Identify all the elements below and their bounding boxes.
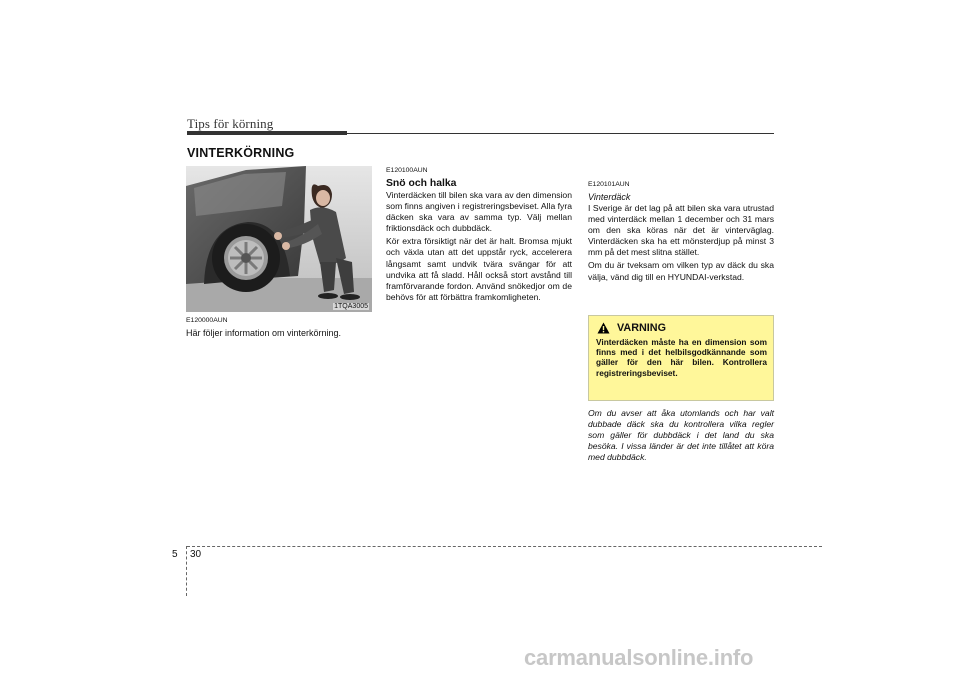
warning-header — [596, 322, 767, 334]
warning-text: Vinterdäcken måste ha en dimension som finns med i det helbilsgodkännande som gäller för den här bilen. Kontrollera registreringsbeviset. — [596, 337, 767, 378]
column-3 — [588, 180, 774, 285]
figure-code: 1TQA3005 — [334, 303, 368, 310]
section-code: E120101AUN — [588, 181, 630, 188]
abroad-note — [588, 408, 774, 466]
section-code: E120000AUN — [186, 317, 228, 324]
section-title: VINTERKÖRNING — [187, 146, 295, 160]
paragraph: Vinterdäcken till bilen ska vara av den dimension som finns angiven i registreringsbeviset. Alla fyra däcken ska vara av samma typ. Välj mellan friktionsdäck och dubbdäck. — [386, 189, 572, 233]
paragraph: I Sverige är det lag på att bilen ska vara utrustad med vinterdäck mellan 1 december och 31 mars om den ska köras när det är vinterväglag. Vinterdäcken ska ha ett mönsterdjup på minst 3 mm på det mest slitna stället. — [588, 202, 774, 257]
warning-box — [588, 315, 774, 401]
paragraph: Om du avser att åka utomlands och har valt dubbade däck ska du kontrollera vilka regler som gäller för dubbdäck i det land du ska besöka. I vissa länder är det inte tillåtet att köra med dubbdäck. — [588, 408, 774, 462]
paragraph: Kör extra försiktigt när det är halt. Bromsa mjukt och växla utan att det uppstår ryck, accelerera långsamt samt undvik tvära svängar för att undvika att få sladd. Håll också stort avstånd till framförvarande fordon. Använd snökedjor om de behövs för att förbättra framkomligheten. — [386, 236, 572, 302]
header-rule-thin — [347, 133, 774, 134]
warning-icon — [597, 322, 610, 334]
paragraph: Om du är tveksam om vilken typ av däck du ska välja, vänd dig till en HYUNDAI-verkstad. — [588, 260, 774, 282]
footer-rule — [187, 546, 822, 547]
running-header: Tips för körning — [187, 116, 274, 131]
subheading-winter-tires: Vinterdäck — [588, 191, 631, 202]
column-2 — [386, 166, 572, 305]
page-number: 30 — [190, 549, 202, 560]
subheading-snow: Snö och halka — [386, 177, 457, 189]
header-rule-thick — [187, 131, 347, 135]
watermark-text: carmanualsonline.info — [524, 645, 754, 670]
tire-check-photo — [186, 166, 372, 312]
warning-label: VARNING — [617, 322, 666, 334]
tire-check-illustration — [186, 166, 372, 312]
column-1 — [186, 316, 372, 341]
footer-vertical-rule — [186, 546, 187, 596]
intro-text: Här följer information om vinterkörning. — [186, 327, 342, 338]
section-code: E120100AUN — [386, 167, 428, 174]
section-number: 5 — [172, 549, 178, 560]
